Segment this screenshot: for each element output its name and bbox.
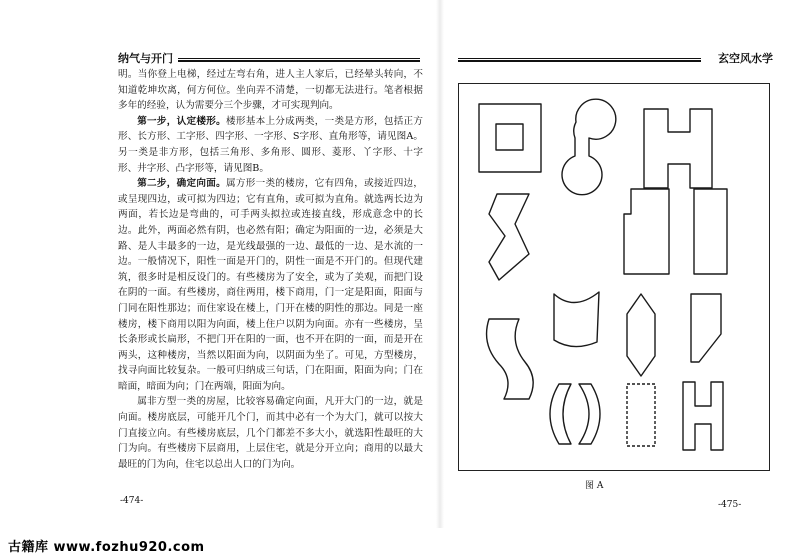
left-running-header (118, 50, 420, 66)
left-header-rule (178, 58, 420, 62)
left-page-number: -474- (120, 496, 144, 506)
shape-rect-tall (694, 189, 727, 274)
shape-dumbbell (562, 99, 616, 195)
shape-trapezoid (691, 294, 721, 362)
shape-arc-right (579, 384, 600, 444)
right-running-header (458, 50, 773, 66)
paragraph-2 (118, 114, 423, 176)
shape-dumbbell-outline (561, 104, 619, 186)
paragraph-2-lead: 第一步，认定楼形。 (137, 115, 226, 127)
shape-bracket (644, 109, 712, 188)
figure-a (458, 83, 770, 471)
paragraph-3 (118, 176, 423, 394)
right-header-rule (458, 58, 701, 62)
site-footer (0, 528, 793, 560)
paragraph-1-text: 明。当你登上电梯，经过左弯右角，进人主人家后，已经晕头转向，不知道乾坤坎离，何方何位。坐向弄不清楚，一切都无法进行。笔者根据多年的经验，认为需要分三个步骤，才可实现判向。 (118, 69, 423, 112)
shape-l-step (624, 189, 669, 274)
shape-square-hollow (479, 104, 541, 172)
paragraph-3-lead: 第二步，确定向面。 (137, 178, 226, 190)
paragraph-1 (118, 67, 423, 114)
shape-arc-left (550, 384, 571, 444)
site-watermark-text: 古籍库 www.fozhu920.com (8, 540, 205, 555)
body-text (118, 67, 423, 472)
shape-column (627, 384, 655, 446)
shape-h (683, 382, 723, 450)
paragraph-2-text: 楼形基本上分成两类，一类是方形，包括正方形、长方形、工字形、四字形、一字形、S字形、直角形等，请见图A。另一类是非方形，包括三角形、多角形、圆形、菱形、丫字形、十字形、井字形、凸字形等，请见图B。 (118, 115, 424, 174)
right-page (440, 0, 793, 528)
shape-hexagon (627, 294, 655, 376)
paragraph-3-text: 属方形一类的楼房，它有四角，或接近四边，或呈现四边，或可拟为四边；它有直角，或可拟为直角。就选两长边为两面，若长边是弯曲的，可手两头拟拉或连接直线，形成意念中的长边。此外，两面必然有阴，也必然有阳；确定为阳面的一边，必须是大路、是人丰最多的一边，是光线最强的一边、最低的一边、是水流的一边。一般情况下，阳性一面是开门的，阴性一面是不开门的。但现代建筑，很多时是相反设门的。有些楼房为了安全，或为了美观，而把门设在阴的一面。有些楼房，商住两用，楼下商用，门一定是阳面，阳面与门同在阳性那边；而住家设在楼上，门开在楼的阴性的那边。同是一座楼房，楼下商用以阳为向面，楼上住户以阴为向面。亦有一些楼房，呈长条形或长扁形，不把门开在阳的一面，也不开在阴的一面，而是开在两头，这种楼房，当然以阳面为向，以阴面为坐了。可见，方型楼房，找寻向面比较复杂。一般可归纳成三句话，门在阳面，阳面为向；门在暗面，暗面为向；门在两端，阳面为向。 (118, 178, 424, 392)
building-shapes-figure (459, 84, 769, 470)
paragraph-4 (118, 394, 423, 472)
right-page-number: -475- (718, 500, 742, 510)
paragraph-4-text: 属非方型一类的房屋，比较容易确定向面，凡开大门的一边，就是向面。楼房底层，可能开几个门，而其中必有一个为大门，就可以按大门直接立向。有些楼房底层，几个门都差不多大小，就选阳性最旺的大门为向。有些楼房下层商用，上层住宅，就是分开立向；商用的以最大最旺的门为向，住宅以总出人口的门为向。 (118, 396, 423, 470)
shape-wave (487, 319, 534, 399)
shape-s (489, 194, 529, 280)
figure-caption: 图 A (585, 481, 604, 491)
right-header-title: 玄空风水学 (718, 52, 773, 65)
left-header-title: 纳气与开门 (118, 52, 173, 65)
shape-ribbon (554, 292, 599, 347)
